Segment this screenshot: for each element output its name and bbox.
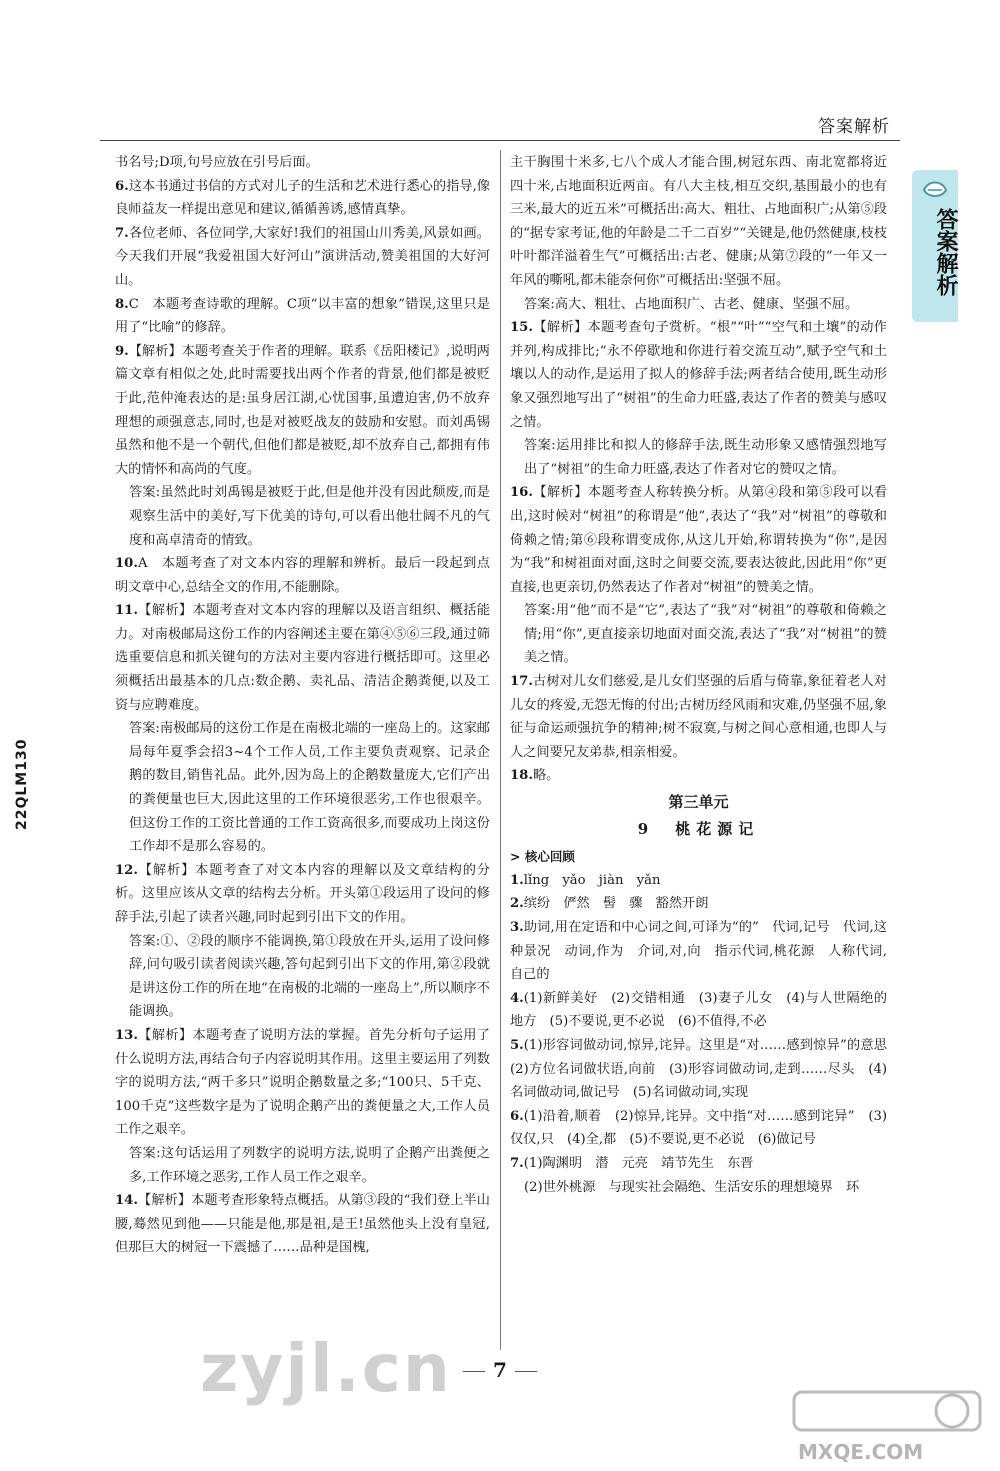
left-column — [115, 151, 490, 1260]
column-divider — [500, 150, 501, 1350]
watermark-answer-seal — [792, 1388, 982, 1434]
item-text: 答案:运用排比和拟人的修辞手法,既生动形象又感情强烈地写出了“树祖”的生命力旺盛,表达了作者对它的赞叹之情。 — [524, 438, 887, 477]
answer-item — [510, 1034, 901, 1105]
item-text: A 本题考查了对文本内容的理解和辨析。最后一段起到点明文章中心,总结全文的作用,不能删除。 — [115, 556, 490, 595]
item-text: 助词,用在定语和中心词之间,可译为“的” 代词,记号 代词,这种景况 动词,作为 介词,对,向 指示代词,桃花源 人称代词,自己的 — [510, 920, 887, 983]
item-text: 略。 — [532, 768, 560, 784]
answer-item — [510, 481, 887, 599]
header-divider — [100, 140, 900, 141]
answer-item — [510, 670, 887, 764]
item-text: 各位老师、各位同学,大家好!我们的祖国山川秀美,风景如画。今天我们开展“我爱祖国大好河山”演讲活动,赞美祖国的大好河山。 — [115, 225, 490, 288]
item-text: (1)陶渊明 潜 元亮 靖节先生 东晋 — [523, 1155, 754, 1171]
answer-item — [115, 175, 490, 222]
item-text: 答案:用“他”而不是“它”,表达了“我”对“树祖”的尊敬和倚赖之情;用“你”,更直接亲切地面对面交流,表达了“我”对“树祖”的赞美之情。 — [524, 603, 887, 666]
item-text: 【解析】本题考查对文本内容的理解以及语言组织、概括能力。对南极邮局这份工作的内容阐述主要在第④⑤⑥三段,通过筛选重要信息和抓关键句的方法对主要内容进行概括即可。这里必须概括出最基本的几点:数企鹅、卖礼品、清洁企鹅粪便,以及工资与应聘难度。 — [115, 603, 490, 713]
item-text: (2)世外桃源 与现实社会隔绝、生活安乐的理想境界 环 — [524, 1179, 860, 1195]
answer-item — [115, 599, 490, 717]
item-number: 6. — [510, 1108, 524, 1124]
item-number: 2. — [510, 896, 524, 912]
item-number: 17. — [510, 674, 533, 690]
item-text: 【解析】本题考查人称转换分析。从第④段和第⑤段可以看出,这时候对“树祖”的称谓是“他”,表达了“我”对“树祖”的尊敬和倚赖之情;第⑥段称谓变成你,从这儿开始,称谓转换为“你”,是因为“我”和树祖面对面,这时之间要交流,要表达彼此,因此用“你”更直接,也更亲切,仍然表达了作者对“树祖”的赞美之情。 — [510, 485, 887, 595]
item-text: 【解析】本题考查句子赏析。“根”“叶”“空气和土壤”的动作并列,构成排比;“永不停歇地和你进行着交流互动”,赋予空气和土壤以人的动作,是运用了拟人的修辞手法;两者结合使用,既生动形象又强烈地写出了“树祖”的生命力旺盛,表达了作者的赞美与感叹之情。 — [510, 320, 887, 430]
item-number: 11. — [115, 603, 138, 619]
item-number: 9. — [115, 343, 129, 359]
item-text: 【解析】本题考查了说明方法的掌握。首先分析句子运用了什么说明方法,再结合句子内容说明其作用。这里主要运用了列数字的说明方法,“两千多只”说明企鹅数量之多;“100只、5千克、100千克”这些数字是为了说明企鹅产出的粪便量之大,工作人员工作之艰辛。 — [115, 1027, 490, 1138]
section-heading: > 核心回顾 — [510, 849, 575, 865]
answer-item — [115, 552, 490, 599]
answer-item — [510, 987, 887, 1034]
item-text: 答案:高大、粗壮、占地面积广、古老、健康、坚强不屈。 — [524, 296, 859, 312]
answer-item — [510, 151, 887, 293]
item-text: 答案:虽然此时刘禹锡是被贬于此,但是他并没有因此颓废,而是观察生活中的美好,写下优美的诗句,可以看出他壮阔不凡的气度和高卓清奇的情致。 — [129, 485, 490, 548]
answer-item — [115, 859, 490, 930]
answer-item — [510, 892, 887, 916]
item-number: 1. — [510, 872, 524, 888]
answer-item — [115, 340, 490, 482]
answer-item — [115, 1142, 490, 1189]
item-number: 5. — [510, 1037, 524, 1053]
answer-item — [115, 293, 490, 340]
answer-item — [510, 1176, 887, 1200]
answer-item — [510, 1152, 887, 1176]
item-text: C 本题考查诗歌的理解。C项“以丰富的想象”错误,这里只是用了“比喻”的修辞。 — [115, 296, 490, 336]
item-number: 14. — [115, 1193, 138, 1209]
item-text: 【解析】本题考查形象特点概括。从第③段的“我们登上半山腰,蓦然见到他——只能是他,那是祖,是王!虽然他头上没有皇冠,但那巨大的树冠一下震撼了……品种是国槐, — [115, 1193, 490, 1256]
item-text: 答案:这句话运用了列数字的说明方法,说明了企鹅产出粪便之多,工作环境之恶劣,工作人员工作之艰辛。 — [129, 1145, 490, 1185]
answer-item — [510, 316, 887, 434]
side-tab-label: 答案解析 — [933, 208, 958, 296]
item-number: 7. — [115, 225, 129, 241]
answer-item — [510, 434, 887, 481]
item-text: (1)新鲜美好 (2)交错相通 (3)妻子儿女 (4)与人世隔绝的地方 (5)不要说,更不必说 (6)不值得,不必 — [510, 990, 887, 1030]
item-number: 3. — [510, 920, 524, 935]
item-text: 答案:①、②段的顺序不能调换,第①段放在开头,运用了设问修辞,问句吸引读者阅读兴趣,答句起到引出下文的作用,第②段就是讲这份工作的所在地“在南极的北端的一座岛上”,所以顺序不能调换。 — [129, 933, 490, 1020]
item-number: 18. — [510, 768, 533, 784]
page-number: 7 — [430, 1358, 570, 1382]
answer-item — [510, 293, 887, 317]
answer-item — [115, 717, 490, 859]
item-number: 13. — [115, 1027, 138, 1043]
page-header-title: 答案解析 — [818, 117, 890, 137]
item-text: 主干胸围十米多,七八个成人才能合围,树冠东西、南北宽都将近四十米,占地面积近两亩。有八大主枝,相互交织,基围最小的也有三米,最大的近五米”可概括出:高大、粗壮、占地面积广;从第⑤段的“据专家考证,他的年龄是二千二百岁”“关键是,他仍然健康,枝枝叶叶都洋溢着生气”可概括出:古老、健康;从第⑦段的“一年又一年风的嘶吼,都未能奈何你”可概括出:坚强不屈。 — [510, 155, 887, 288]
item-text: lǐng yǎo jiàn yǎn — [523, 872, 661, 888]
item-number: 4. — [510, 990, 524, 1006]
item-number: 12. — [115, 862, 138, 878]
answer-item — [115, 930, 490, 1024]
item-text: 缤纷 俨然 髻 骤 豁然开朗 — [523, 896, 709, 912]
lesson-title: 9 桃花源记 — [637, 819, 760, 838]
item-text: 古树对儿女们慈爱,是儿女们坚强的后盾与倚靠,象征着老人对儿女的疼爱,无怨无悔的付出;古树历经风雨和灾难,仍坚强不屈,象征与命运顽强抗争的精神;树不寂寞,与树之间心意相通,也即人与人之间要兄友弟恭,相亲相爱。 — [510, 674, 887, 760]
answer-item — [115, 151, 490, 175]
answer-item — [510, 916, 887, 987]
item-text: (1)形容词做动词,惊异,诧异。这里是“对……感到惊异”的意思 (2)方位名词做状语,向前 (3)形容词做动词,走到……尽头 (4)名词做动词,做记号 (5)名词做动词,实现 — [510, 1037, 901, 1101]
right-column — [510, 151, 901, 1199]
leaf-icon — [920, 178, 950, 202]
item-text: (1)沿着,顺着 (2)惊异,诧异。文中指“对……感到诧异” (3)仅仅,只 (4)全,都 (5)不要说,更不必说 (6)做记号 — [510, 1108, 887, 1148]
item-number: 16. — [510, 485, 533, 501]
answer-item — [115, 481, 490, 552]
answer-item — [510, 1105, 887, 1152]
item-number: 8. — [115, 296, 129, 312]
item-number: 10. — [115, 556, 138, 572]
watermark-mxqe: MXQE.COM — [798, 1440, 924, 1464]
answer-item — [510, 869, 887, 893]
item-text: 【解析】本题考查了对文本内容的理解以及文章结构的分析。这里应该从文章的结构去分析。开头第①段运用了设问的修辞手法,引起了读者兴趣,同时起到引出下文的作用。 — [115, 862, 490, 925]
item-text: 书名号;D项,句号应放在引号后面。 — [115, 155, 319, 170]
answer-item — [510, 599, 887, 670]
item-text: 【解析】本题考查关于作者的理解。联系《岳阳楼记》,说明两篇文章有相似之处,此时需要找出两个作者的背景,他们都是被贬于此,范仲淹表达的是:虽身居江湖,心忧国事,虽遭迫害,仍不放弃理想的顽强意志,同时,也是对被贬战友的鼓励和安慰。而刘禹锡虽然和他不是一个朝代,但他们都是被贬,却不放弃自己,都拥有伟大的情怀和高尚的气度。 — [115, 343, 490, 477]
side-tab — [912, 170, 958, 322]
side-code: 22QLM130 — [14, 738, 30, 830]
answer-item — [115, 1024, 490, 1142]
watermark-zyjl: zyjl.cn — [200, 1330, 452, 1407]
item-text: 这本书通过书信的方式对儿子的生活和艺术进行悉心的指导,像良师益友一样提出意见和建议,循循善诱,感情真挚。 — [115, 178, 490, 218]
item-number: 15. — [510, 320, 533, 336]
answer-item — [115, 222, 490, 293]
item-number: 7. — [510, 1155, 524, 1171]
item-text: 答案:南极邮局的这份工作是在南极北端的一座岛上的。这家邮局每年夏季会招3~4个工作人员,工作主要负责观察、记录企鹅的数目,销售礼品。此外,因为岛上的企鹅数量庞大,它们产出的粪便量也巨大,因此这里的工作环境很恶劣,工作也很艰辛。但这份工作的工资比普通的工作工资高很多,而要成功上岗这份工作却不是那么容易的。 — [129, 721, 490, 855]
answer-item — [510, 764, 887, 788]
unit-title: 第三单元 — [668, 793, 729, 812]
item-number: 6. — [115, 178, 129, 194]
section-heading-text: 核心回顾 — [524, 849, 575, 865]
answer-item — [115, 1189, 490, 1260]
